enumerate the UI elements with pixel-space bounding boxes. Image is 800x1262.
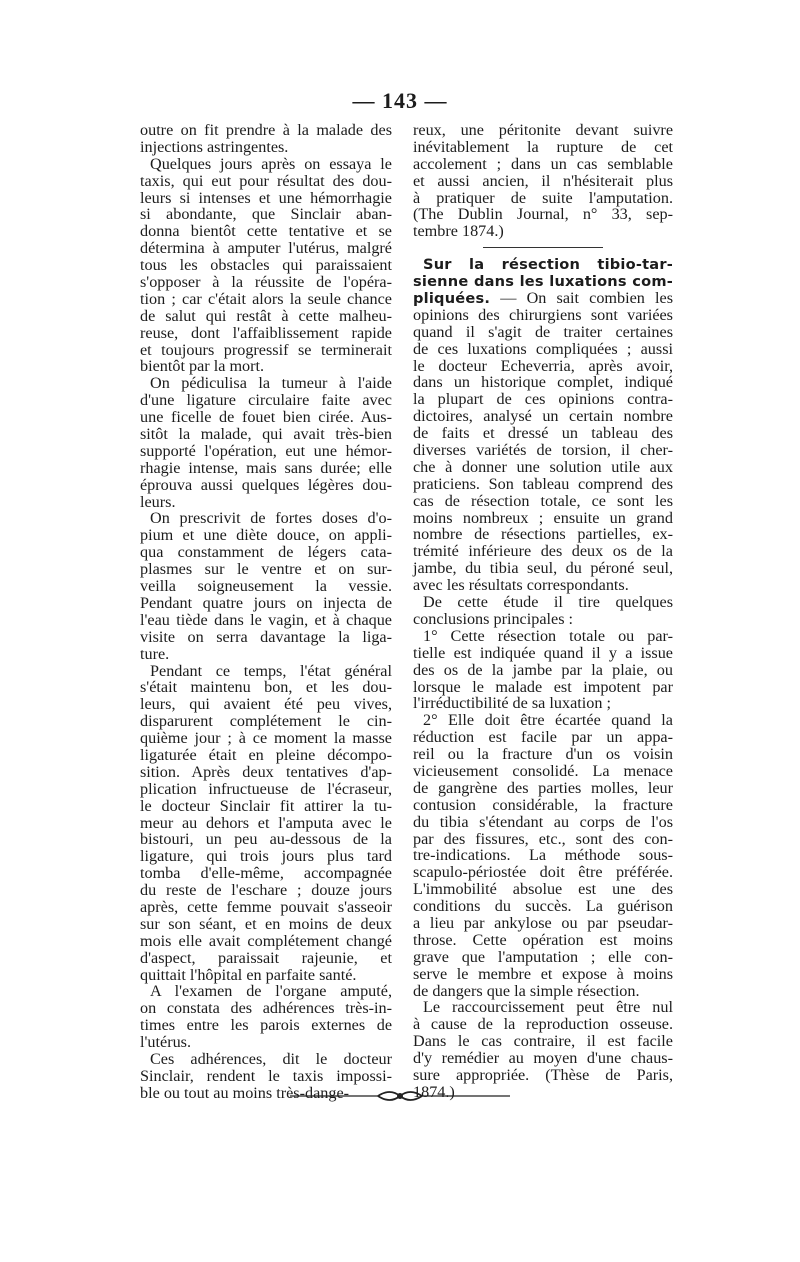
- text-line: tion ; car c'était alors la seule chance: [140, 289, 392, 308]
- text-line: le docteur Echeverria, après avoir,: [413, 356, 673, 375]
- heading-text: sienne dans les luxations com-: [413, 273, 673, 291]
- heading-line: [413, 273, 673, 290]
- text-line: grave que l'amputation ; elle con-: [413, 947, 673, 966]
- text-line: ble ou tout au moins très-dange-: [140, 1083, 350, 1102]
- text-line: quand il s'agit de traiter certaines: [413, 322, 673, 341]
- text-line: dans un historique complet, indiqué: [413, 373, 673, 392]
- text-line: injections astringentes.: [140, 137, 289, 156]
- text-line: che à donner une solution utile aux: [413, 457, 673, 476]
- text-line: Ces adhérences, dit le docteur: [150, 1049, 392, 1068]
- text-line: quittait l'hôpital en parfaite santé.: [140, 965, 357, 984]
- section-heading: [413, 256, 673, 307]
- text-line: jambe, du tibia seul, du péroné seul,: [413, 559, 673, 578]
- text-line: visite on serra davantage la liga-: [140, 627, 392, 646]
- text-line: plication infructueuse de l'écraseur,: [140, 779, 392, 798]
- text-line: supporté l'opération, eut une hémor-: [140, 441, 392, 460]
- text-line: et toujours progressif se terminerait: [140, 340, 392, 359]
- text-line: de faits et dressé un tableau des: [413, 424, 673, 443]
- text-line: à pratiquer de suite l'amputation.: [413, 188, 673, 207]
- section-divider: [483, 247, 603, 248]
- text-line: 1° Cette résection totale ou par-: [423, 626, 673, 645]
- text-line: sure appropriée. (Thèse de Paris,: [413, 1065, 673, 1084]
- text-line: On pédiculisa la tumeur à l'aide: [150, 374, 392, 393]
- text-line: par des fissures, etc., sont des con-: [413, 829, 673, 848]
- text-line: des os de la jambe par la plaie, ou: [413, 660, 673, 679]
- text-line: opinions des chirurgiens sont variées: [413, 305, 673, 324]
- text-line: donna bientôt cette tentative et se: [140, 222, 392, 241]
- text-line: tous les obstacles qui paraissaient: [140, 256, 392, 275]
- text-line: tembre 1874.): [413, 222, 504, 241]
- text-line: moins nombreux ; ensuite un grand: [413, 508, 673, 527]
- text-line: ture.: [140, 644, 170, 663]
- text-line: vicieusement consolidé. La menace: [413, 761, 673, 780]
- text-line: contusion considérable, la fracture: [413, 795, 673, 814]
- text-line: conclusions principales :: [413, 609, 574, 628]
- text-line: de ces luxations compliquées ; aussi: [413, 339, 673, 358]
- text-line: cas de résection totale, ce sont les: [413, 491, 673, 510]
- text-line: détermina à amputer l'utérus, malgré: [140, 239, 392, 258]
- heading-text: Sur la résection tibio-tar-: [423, 256, 673, 274]
- text-line: pium et une diète douce, on appli-: [140, 526, 392, 545]
- text-line: 2° Elle doit être écartée quand la: [423, 711, 673, 730]
- text-line: trémité inférieure des deux os de la: [413, 542, 673, 561]
- text-line: tielle est indiquée quand il y a issue: [413, 643, 673, 662]
- text-line: réduction est facile par un appa-: [413, 728, 673, 747]
- text-line: Dans le cas contraire, il est facile: [413, 1032, 673, 1051]
- heading-continuation: — On sait combien les: [490, 289, 673, 308]
- text-line: sitôt la malade, qui avait très-bien: [140, 425, 392, 444]
- text-line: sition. Après deux tentatives d'ap-: [140, 762, 392, 781]
- text-line: De cette étude il tire quelques: [423, 593, 673, 612]
- text-line: ligature, qui trois jours plus tard: [140, 847, 392, 866]
- text-line: rhagie intense, mais sans durée; elle: [140, 458, 392, 477]
- text-line: reuse, dont l'affaiblissement rapide: [140, 323, 392, 342]
- tail-ornament: [290, 1086, 510, 1106]
- text-line: du reste de l'eschare ; douze jours: [140, 881, 392, 900]
- text-line: avec les résultats correspondants.: [413, 576, 629, 595]
- text-line: veilla soigneusement la vessie.: [140, 577, 392, 596]
- text-line: disparurent complétement le cin-: [140, 712, 392, 731]
- text-line: conditions du succès. La guérison: [413, 897, 673, 916]
- text-line: le docteur Sinclair fit attirer la tu-: [140, 796, 392, 815]
- heading-line: [413, 290, 673, 307]
- text-line: et aussi ancien, il n'hésiterait plus: [413, 171, 673, 190]
- text-line: Pendant ce temps, l'état général: [150, 661, 392, 680]
- text-line: de dangers que la simple résection.: [413, 981, 640, 1000]
- text-line: s'opposer à la réussite de l'opéra-: [140, 273, 392, 292]
- text-line: mois elle avait complétement changé: [140, 931, 392, 950]
- text-line: L'immobilité absolue est une des: [413, 880, 673, 899]
- text-line: d'une ligature circulaire faite avec: [140, 391, 392, 410]
- text-line: On prescrivit de fortes doses d'o-: [150, 509, 392, 528]
- text-line: l'irréductibilité de sa luxation ;: [413, 694, 612, 713]
- text-line: qua constamment de légers cata-: [140, 543, 392, 562]
- text-line: throse. Cette opération est moins: [413, 930, 673, 949]
- text-line: dictoires, analysé un certain nombre: [413, 407, 673, 426]
- text-line: d'y remédier au moyen d'une chaus-: [413, 1049, 673, 1068]
- text-line: diverses variétés de torsion, il cher-: [413, 441, 673, 460]
- text-line: on constata des adhérences très-in-: [140, 999, 392, 1018]
- text-line: éprouva aussi quelques légères dou-: [140, 475, 392, 494]
- text-line: reux, une péritonite devant suivre: [413, 121, 673, 139]
- text-line: l'eau tiède dans le vagin, et à chaque: [140, 610, 392, 629]
- text-line: sur son séant, et en moins de deux: [140, 914, 392, 933]
- text-line: times entre les parois externes de: [140, 1016, 392, 1035]
- text-line: reil ou la fracture d'un os voisin: [413, 745, 673, 764]
- text-line: l'utérus.: [140, 1033, 192, 1052]
- heading-line: [413, 256, 673, 273]
- text-line: nombre de résections partielles, ex-: [413, 525, 673, 544]
- text-line: plasmes sur le ventre et on sur-: [140, 560, 392, 579]
- text-line: ligaturée était en pleine décompo-: [140, 745, 392, 764]
- text-line: de gangrène des parties molles, leur: [413, 778, 673, 797]
- text-line: leurs.: [140, 492, 176, 511]
- text-line: accolement ; dans un cas semblable: [413, 154, 673, 173]
- text-line: leurs si intenses et une hémorrhagie: [140, 188, 392, 207]
- page-number: — 143 —: [352, 88, 448, 113]
- text-line: s'était maintenu bon, et les dou-: [140, 678, 392, 697]
- text-line: leurs, qui avaient été peu vives,: [140, 695, 392, 714]
- text-line: après, cette femme pouvait s'asseoir: [140, 897, 392, 916]
- text-line: tomba d'elle-même, accompagnée: [140, 864, 392, 883]
- text-line: bistouri, un peu au-dessous de la: [140, 830, 392, 849]
- text-line: serve le membre et expose à moins: [413, 964, 673, 983]
- text-line: meur au dehors et l'amputa avec le: [140, 813, 392, 832]
- text-line: du tibia s'étendant au corps de l'os: [413, 812, 673, 831]
- text-line: lorsque le malade est impotent par: [413, 677, 673, 696]
- text-line: Sinclair, rendent le taxis impossi-: [140, 1066, 392, 1085]
- text-line: une ficelle de fouet bien cirée. Aus-: [140, 408, 392, 427]
- text-line: Le raccourcissement peut être nul: [423, 998, 673, 1017]
- text-line: inévitablement la rupture de cet: [413, 137, 673, 156]
- text-line: bientôt par la mort.: [140, 357, 265, 376]
- text-line: d'aspect, paraissait rajeunie, et: [140, 948, 392, 967]
- right-column: [413, 122, 673, 1101]
- text-line: la plupart de ces opinions contra-: [413, 390, 673, 409]
- text-line: de salut qui restât à cette malheu-: [140, 306, 392, 325]
- text-line: scapulo-périostée doit être préférée.: [413, 863, 673, 882]
- text-line: a lieu par ankylose ou par pseudar-: [413, 913, 673, 932]
- text-line: tre-indications. La méthode sous-: [413, 846, 673, 865]
- heading-text: pliquées.: [413, 290, 491, 308]
- text-line: Quelques jours après on essaya le: [150, 154, 392, 173]
- text-line: Pendant quatre jours on injecta de: [140, 593, 392, 612]
- text-line: à cause de la reproduction osseuse.: [413, 1015, 673, 1034]
- text-line: praticiens. Son tableau comprend des: [413, 474, 673, 493]
- text-line: quième jour ; à ce moment la masse: [140, 729, 392, 748]
- text-line: outre on fit prendre à la malade des: [140, 121, 392, 139]
- left-column: [140, 122, 392, 1102]
- text-line: (The Dublin Journal, n° 33, sep-: [413, 205, 673, 224]
- text-line: si abondante, que Sinclair aban-: [140, 205, 392, 224]
- text-line: A l'examen de l'organe amputé,: [150, 982, 392, 1001]
- text-line: taxis, qui eut pour résultat des dou-: [140, 171, 392, 190]
- text-line: 1874.): [413, 1082, 455, 1101]
